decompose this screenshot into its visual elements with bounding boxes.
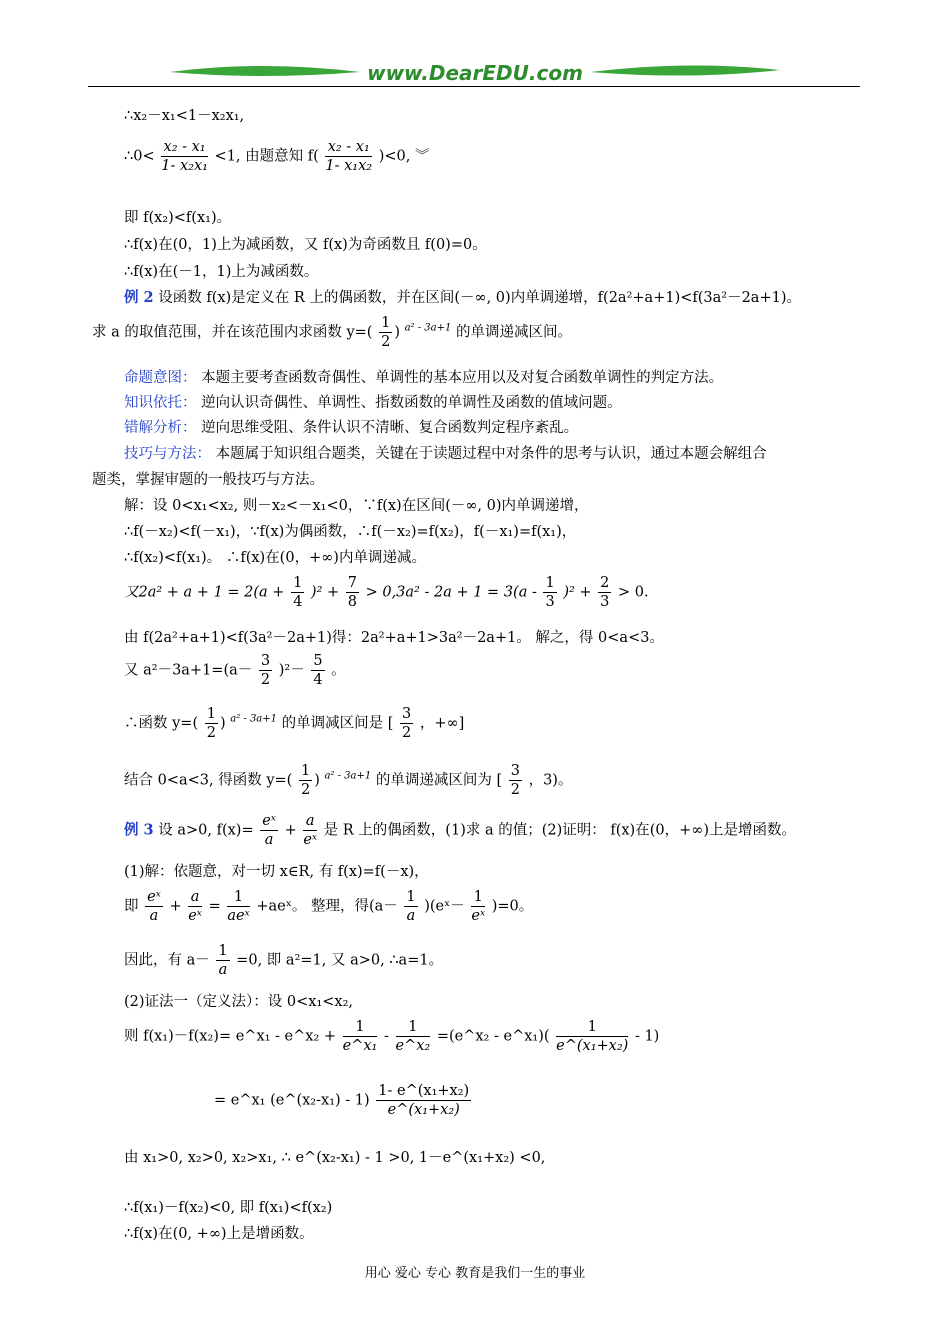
exponent: a² - 3a+1 [404,322,452,334]
solution-line-2: ∴f(－x₂)<f(－x₁)，∵f(x)为偶函数，∴f(－x₂)=f(x₂)，f(－x₁)=f(x₁)， [124,524,577,540]
example-2-text: 设函数 f(x)是定义在 R 上的偶函数，并在区间(－∞, 0)内单调递增，f(2a²+a+1)<f(3a²－2a+1)。 [158,290,801,306]
solution-line-7: ∴函数 y=( $\frac{1}{2}$ ) $^{a^2 - 3a+1}$ 的单调减区间是 [ $\frac{3}{2}$ ，+∞] [124,706,465,741]
text: 求 a 的取值范围，并在该范围内求函数 y=( [92,324,373,341]
example-2-label: 例 2 [124,289,154,306]
skill-line-2: 题类，掌握审题的一般技巧与方法。 [92,472,324,488]
proof-line-9: ∴f(x)在(0, +∞)上是增函数。 [124,1226,314,1242]
intent-line [124,366,723,387]
solution-line-4: 又2a² + a + 1 = 2(a + $\frac{1}{4}$ )² + $\frac{7}{8}$ > 0,3a² - 2a + 1 = 3(a - $\frac{1}{3}$ )² + $\frac{2}{3}$ > 0. [124,575,649,610]
proof-line-3: 因此，有 a－ $\frac{1}{a}$ =0, 即 a²=1, 又 a>0, ∴a=1。 [124,943,444,978]
proof-line-6: = e^x₁ (e^(x₂-x₁) - 1) $\frac{\text{1- e\textasciicircum{}(x₁+x₂)}}{\text{e\textasciicircum{}(x₁+x₂)}}$ [214,1083,470,1118]
example-2-line-2: 求 a 的取值范围，并在该范围内求函数 y=( $\frac{1}{2}$ ) $^{a^2 - 3a+1}$ 的单调递减区间。 [92,315,572,350]
line-1: ∴x₂－x₁<1－x₂x₁, [124,108,245,124]
proof-line-1: (1)解：依题意，对一切 x∈R, 有 f(x)=f(－x)， [124,864,429,880]
knowledge-text: 逆向认识奇偶性、单调性、指数函数的单调性及函数的值域问题。 [201,395,622,411]
intent-label: 命题意图： [124,370,197,386]
error-text: 逆向思维受阻、条件认识不清晰、复合函数判定程序紊乱。 [201,420,579,436]
solution-line-6: 又 a²－3a+1=(a－ $\frac{3}{2}$ )²－ $\frac{5}{4}$ 。 [124,653,346,688]
line-3: 即 f(x₂)<f(x₁)。 [124,210,232,226]
footer-slogan: 用心 爱心 专心 教育是我们一生的事业 [364,1266,586,1281]
proof-line-4: (2)证法一（定义法）：设 0<x₁<x₂, [124,994,354,1010]
skill-label: 技巧与方法： [124,446,211,462]
skill-text: 本题属于知识组合题类，关键在于读题过程中对条件的思考与认识，通过本题会解组合 [215,446,767,462]
fraction: $\frac{\text{x₂ - x₁}}{\text{1- x₂x₁}}$ [161,139,208,174]
fraction: $\frac{\text{x₂ - x₁}}{\text{1- x₁x₂}}$ [325,139,373,174]
logo-text: www.DearEDU.com [367,61,583,85]
line-4: ∴f(x)在(0，1)上为减函数，又 f(x)为奇函数且 f(0)=0。 [124,237,487,253]
text: 的单调递减区间。 [455,324,572,341]
solution-line-1: 解：设 0<x₁<x₂, 则－x₂<－x₁<0，∵f(x)在区间(－∞, 0)内单调递增， [124,498,589,514]
solution-line-8: 结合 0<a<3, 得函数 y=( $\frac{1}{2}$ ) $^{a^2 - 3a+1}$ 的单调递减区间为 [ $\frac{3}{2}$ ，3)。 [124,763,573,798]
line-2-text-a: ∴0< [124,148,155,165]
solution-line-5: 由 f(2a²+a+1)<f(3a²－2a+1)得：2a²+a+1>3a²－2a+1。 解之，得 0<a<3。 [124,630,664,646]
intent-text: 本题主要考查函数奇偶性、单调性的基本应用以及对复合函数单调性的判定方法。 [201,370,724,386]
knowledge-label: 知识依托： [124,395,197,411]
example-2 [124,286,801,307]
proof-line-7: 由 x₁>0, x₂>0, x₂>x₁, ∴ e^(x₂-x₁) - 1 >0, 1－e^(x₁+x₂) <0, [124,1150,546,1166]
line-5: ∴f(x)在(－1，1)上为减函数。 [124,264,319,280]
line-2 [124,138,429,175]
example-3: 例 3 设 a>0, f(x)= $\frac{\text{eˣ}}{a}$ + $\frac{a}{\text{eˣ}}$ 是 R 上的偶函数，(1)求 a 的值；(2)证明： f(x)在(0，+∞)上是增函数。 [124,813,796,848]
proof-line-2: 即 $\frac{\text{eˣ}}{a}$ + $\frac{a}{\text{eˣ}}$ = $\frac{1}{\text{aeˣ}}$ +aeˣ。 整理，得(a－ $\frac{1}{a}$ )(eˣ－ $\frac{1}{\text{eˣ}}$ )=0。 [124,889,534,924]
proof-line-8: ∴f(x₁)－f(x₂)<0, 即 f(x₁)<f(x₂) [124,1200,333,1216]
error-label: 错解分析： [124,420,197,436]
line-2-text-b: <1, 由题意知 f( [214,148,319,165]
skill-line [124,442,767,463]
line-2-text-c: )<0, ︾ [378,148,430,165]
header-rule [88,86,860,87]
example-3-label: 例 3 [124,821,154,839]
error-line [124,416,578,437]
solution-line-3: ∴f(x₂)<f(x₁)。 ∴f(x)在(0，+∞)内单调递减。 [124,550,426,566]
fraction-half: $\frac{1}{2}$ [381,315,391,350]
proof-line-5: 则 f(x₁)－f(x₂)= e^x₁ - e^x₂ + $\frac{1}{\text{e\textasciicircum{}x₁}}$ - $\frac{1}{\text{e\textasciicircum{}x₂}}$ =(e^x₂ - e^x₁)( $\frac{1}{\text{e\textasciicircum{}(x₁+x₂)}}$ - 1) [124,1019,660,1054]
knowledge-line [124,391,622,412]
header-logo [170,58,780,88]
